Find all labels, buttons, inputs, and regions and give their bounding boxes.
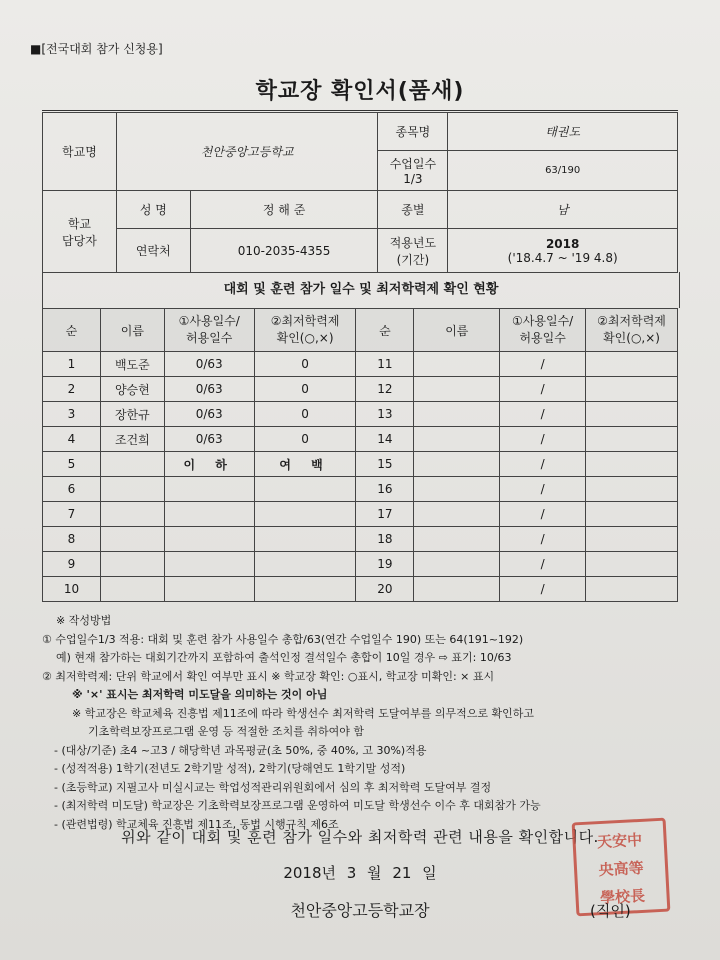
header-days-2-line1: ①사용일수/ bbox=[512, 314, 574, 328]
contact-label: 연락처 bbox=[116, 229, 190, 273]
row-name bbox=[100, 527, 164, 552]
title-divider bbox=[42, 110, 678, 111]
row-name bbox=[100, 477, 164, 502]
row-no: 19 bbox=[356, 552, 414, 577]
row-days: / bbox=[500, 527, 586, 552]
row-name bbox=[414, 477, 500, 502]
note-line: 예) 현재 참가하는 대회기간까지 포함하여 출석인정 결석일수 총합이 10일 경우 ⇨ 표기: 10/63 bbox=[56, 651, 512, 664]
name-label: 성 명 bbox=[116, 191, 190, 229]
row-days: / bbox=[500, 577, 586, 602]
row-check: 0 bbox=[254, 352, 356, 377]
days-label-line1: 수업일수 bbox=[389, 157, 437, 171]
row-check bbox=[586, 402, 678, 427]
notes-section bbox=[42, 612, 678, 834]
note-line: ※ '×' 표시는 최저학력 미도달을 의미하는 것이 아님 bbox=[72, 688, 328, 701]
table-row bbox=[43, 427, 678, 452]
row-check: 0 bbox=[254, 427, 356, 452]
year-value bbox=[448, 229, 678, 273]
school-label: 학교명 bbox=[43, 113, 117, 191]
note-line: - (관련법령) 학교체육 진흥법 제11조, 동법 시행규칙 제6조 bbox=[54, 817, 339, 831]
row-no: 2 bbox=[43, 377, 101, 402]
row-no: 8 bbox=[43, 527, 101, 552]
row-check bbox=[586, 352, 678, 377]
header-name-2: 이름 bbox=[414, 309, 500, 352]
principal-name: 천안중앙고등학교장 bbox=[290, 901, 430, 920]
row-name bbox=[100, 452, 164, 477]
school-name: 천안중앙고등학교 bbox=[116, 113, 378, 191]
row-name: 조건희 bbox=[100, 427, 164, 452]
row-name bbox=[414, 577, 500, 602]
table-row bbox=[43, 352, 678, 377]
row-check bbox=[586, 452, 678, 477]
note-line: - (초등학교) 지필고사 미실시교는 학업성적관리위원회에서 심의 후 최저학력 도달여부 결정 bbox=[54, 780, 492, 794]
row-days: / bbox=[500, 352, 586, 377]
row-name bbox=[414, 402, 500, 427]
seal-label: (직인) bbox=[590, 902, 631, 920]
days-label bbox=[378, 151, 448, 191]
staff-label-line2: 담당자 bbox=[62, 233, 97, 248]
row-check bbox=[586, 502, 678, 527]
row-no: 13 bbox=[356, 402, 414, 427]
row-name bbox=[414, 352, 500, 377]
row-days: / bbox=[500, 402, 586, 427]
row-days bbox=[164, 577, 254, 602]
row-name bbox=[414, 452, 500, 477]
period-value: ('18.4.7 ~ '19 4.8) bbox=[507, 250, 618, 265]
roster-header-row bbox=[43, 309, 678, 352]
row-days: 이 하 bbox=[164, 452, 254, 477]
event-value: 태권도 bbox=[448, 113, 678, 151]
gender-value: 남 bbox=[448, 191, 678, 229]
row-check bbox=[254, 527, 356, 552]
row-name: 백도준 bbox=[100, 352, 164, 377]
official-seal: 天安中 央高等 學校長 bbox=[572, 818, 671, 917]
roster-table bbox=[42, 308, 678, 602]
confirm-statement: 위와 같이 대회 및 훈련 참가 일수와 최저학력 관련 내용을 확인합니다. bbox=[121, 828, 599, 846]
row-no: 17 bbox=[356, 502, 414, 527]
document-date: 2018년 3 월 21 일 bbox=[283, 864, 437, 882]
header-min-line2: 확인(○,×) bbox=[276, 331, 334, 345]
header-min-2-line2: 확인(○,×) bbox=[603, 331, 660, 345]
row-no: 1 bbox=[43, 352, 101, 377]
row-name bbox=[414, 377, 500, 402]
row-check: 여 백 bbox=[254, 452, 356, 477]
row-no: 6 bbox=[43, 477, 101, 502]
row-name bbox=[414, 502, 500, 527]
note-line: ② 최저학력제: 단위 학교에서 확인 여부만 표시 ※ 학교장 확인: ○표시, 학교장 미확인: × 표시 bbox=[42, 669, 495, 683]
staff-label bbox=[43, 191, 117, 273]
row-name bbox=[414, 427, 500, 452]
header-min-line1: ②최저학력제 bbox=[270, 314, 340, 328]
row-days: 0/63 bbox=[164, 377, 254, 402]
header-min bbox=[254, 309, 356, 352]
header-days-line1: ①사용일수/ bbox=[178, 314, 240, 328]
header-days-2-line2: 허용일수 bbox=[519, 331, 566, 345]
row-days: / bbox=[500, 377, 586, 402]
row-no: 9 bbox=[43, 552, 101, 577]
table-row bbox=[43, 552, 678, 577]
year-label bbox=[378, 229, 448, 273]
row-days bbox=[164, 477, 254, 502]
row-days: / bbox=[500, 552, 586, 577]
row-days: / bbox=[500, 427, 586, 452]
table-row bbox=[43, 577, 678, 602]
row-name bbox=[100, 502, 164, 527]
row-no: 15 bbox=[356, 452, 414, 477]
row-check bbox=[254, 477, 356, 502]
days-label-line2: 1/3 bbox=[403, 172, 423, 186]
header-days bbox=[164, 309, 254, 352]
row-check: 0 bbox=[254, 402, 356, 427]
row-days: / bbox=[500, 477, 586, 502]
header-days-2 bbox=[500, 309, 586, 352]
row-no: 3 bbox=[43, 402, 101, 427]
row-no: 4 bbox=[43, 427, 101, 452]
row-days: 0/63 bbox=[164, 427, 254, 452]
row-no: 12 bbox=[356, 377, 414, 402]
row-no: 18 bbox=[356, 527, 414, 552]
note-line: ※ 작성방법 bbox=[56, 614, 112, 627]
row-check bbox=[254, 577, 356, 602]
contact-value: 010-2035-4355 bbox=[190, 229, 378, 273]
row-days bbox=[164, 552, 254, 577]
row-check bbox=[586, 377, 678, 402]
row-check bbox=[586, 427, 678, 452]
note-line: - (최저학력 미도달) 학교장은 기초학력보장프로그램 운영하여 미도달 학생선수 이수 후 대회참가 가능 bbox=[54, 799, 541, 812]
gender-label: 종별 bbox=[378, 191, 448, 229]
row-name: 양승현 bbox=[100, 377, 164, 402]
table-row bbox=[43, 527, 678, 552]
roster-body bbox=[43, 352, 678, 602]
note-line: - (대상/기준) 초4 ~고3 / 해당학년 과목평균(초 50%, 중 40%, 고 30%)적용 bbox=[54, 743, 427, 757]
page-title: 학교장 확인서(품새) bbox=[255, 79, 465, 104]
event-label: 종목명 bbox=[378, 113, 448, 151]
row-no: 5 bbox=[43, 452, 101, 477]
table-row bbox=[43, 452, 678, 477]
header-min-2 bbox=[586, 309, 678, 352]
table-row bbox=[43, 502, 678, 527]
row-no: 14 bbox=[356, 427, 414, 452]
row-check bbox=[586, 577, 678, 602]
note-line: 기초학력보장프로그램 운영 등 적절한 조치를 취하여야 함 bbox=[88, 725, 365, 738]
header-min-2-line1: ②최저학력제 bbox=[597, 314, 666, 328]
row-no: 11 bbox=[356, 352, 414, 377]
header-name: 이름 bbox=[100, 309, 164, 352]
row-days bbox=[164, 527, 254, 552]
row-days: / bbox=[500, 452, 586, 477]
row-no: 16 bbox=[356, 477, 414, 502]
note-line: - (성적적용) 1학기(전년도 2학기말 성적), 2학기(당해연도 1학기말 성적) bbox=[54, 762, 406, 775]
row-days: / bbox=[500, 502, 586, 527]
info-table bbox=[42, 112, 678, 273]
row-name bbox=[100, 552, 164, 577]
row-check bbox=[254, 552, 356, 577]
row-name bbox=[414, 527, 500, 552]
row-check bbox=[254, 502, 356, 527]
row-check: 0 bbox=[254, 377, 356, 402]
staff-label-line1: 학교 bbox=[67, 216, 92, 231]
year-value-main: 2018 bbox=[545, 236, 580, 251]
header-no: 순 bbox=[43, 309, 101, 352]
header-no-2: 순 bbox=[356, 309, 414, 352]
table-row bbox=[43, 477, 678, 502]
header-tag: ■[전국대회 참가 신청용] bbox=[30, 42, 163, 56]
header-days-line2: 허용일수 bbox=[186, 331, 233, 345]
row-check bbox=[586, 552, 678, 577]
row-name: 장한규 bbox=[100, 402, 164, 427]
table-row bbox=[43, 402, 678, 427]
days-value: 63/190 bbox=[448, 151, 678, 191]
row-no: 20 bbox=[356, 577, 414, 602]
note-line: ※ 학교장은 학교체육 진흥법 제11조에 따라 학생선수 최저학력 도달여부를 의무적으로 확인하고 bbox=[72, 706, 534, 720]
row-check bbox=[586, 477, 678, 502]
year-label-line2: (기간) bbox=[396, 252, 430, 267]
row-days: 0/63 bbox=[164, 402, 254, 427]
table-row bbox=[43, 377, 678, 402]
note-line: ① 수업일수1/3 적용: 대회 및 훈련 참가 사용일수 총합/63(연간 수업일수 190) 또는 64(191~192) bbox=[42, 632, 524, 646]
row-check bbox=[586, 527, 678, 552]
row-no: 7 bbox=[43, 502, 101, 527]
row-days bbox=[164, 502, 254, 527]
section-title: 대회 및 훈련 참가 일수 및 최저학력제 확인 현황 bbox=[42, 272, 680, 308]
row-name bbox=[414, 552, 500, 577]
row-no: 10 bbox=[43, 577, 101, 602]
name-value: 정 해 준 bbox=[190, 191, 378, 229]
year-label-line1: 적용년도 bbox=[389, 235, 437, 250]
row-days: 0/63 bbox=[164, 352, 254, 377]
row-name bbox=[100, 577, 164, 602]
